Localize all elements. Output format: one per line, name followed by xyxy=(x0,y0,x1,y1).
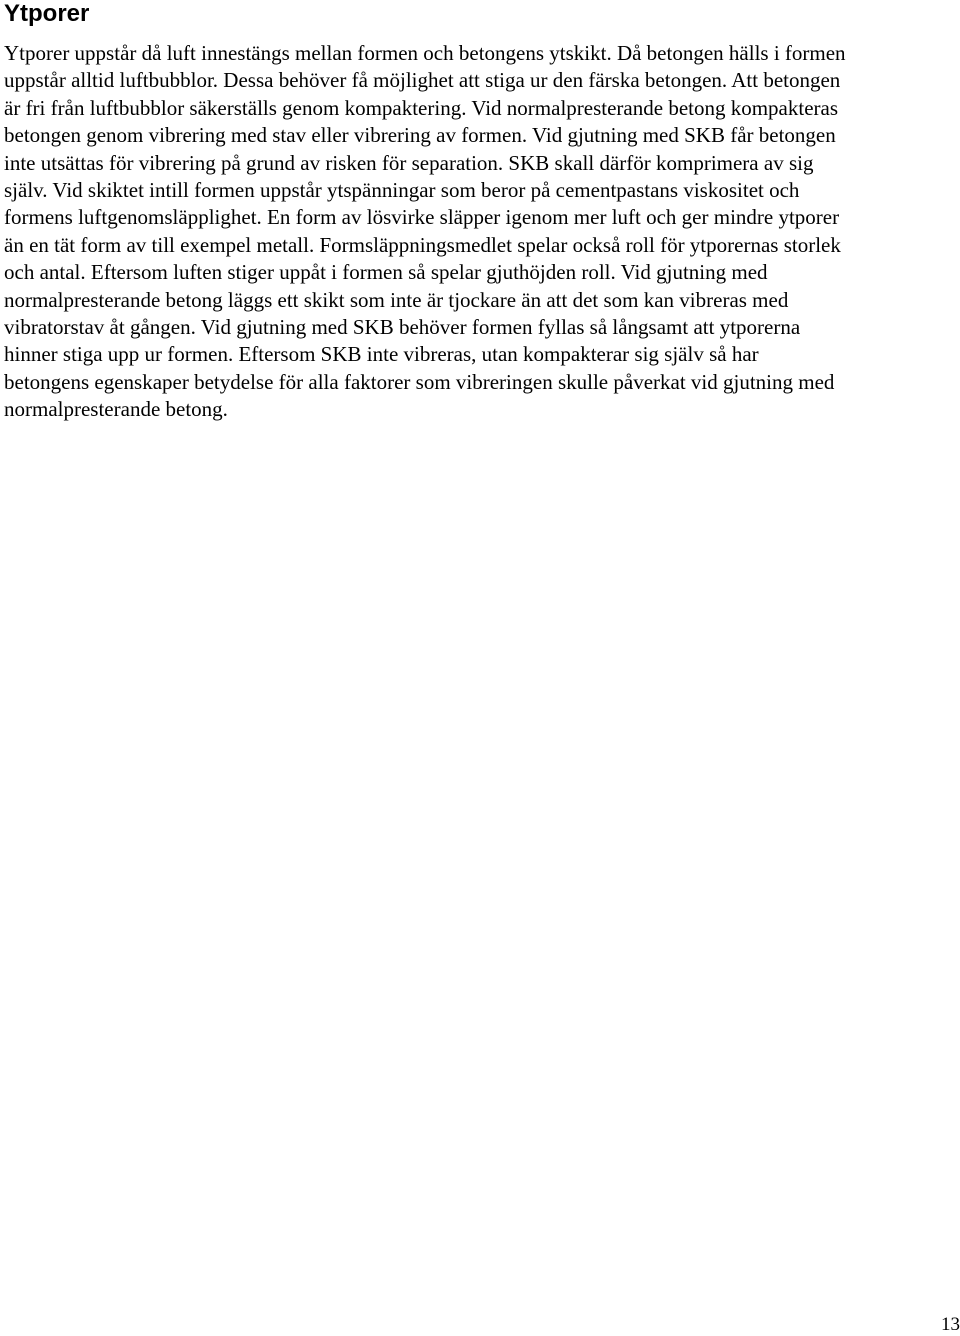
text-line: normalpresterande betong. xyxy=(4,397,228,422)
text-line: formens luftgenomsläpplighet. En form av lösvirke släpper igenom mer luft och ger mindre ytporer xyxy=(4,205,840,230)
page-number: 13 xyxy=(941,1314,960,1335)
text-line: och antal. Eftersom luften stiger uppåt i formen så spelar gjuthöjden roll. Vid gjutning med xyxy=(4,260,768,285)
text-line: normalpresterande betong läggs ett skikt som inte är tjockare än att det som kan vibreras med xyxy=(4,287,789,312)
text-line: betongens egenskaper betydelse för alla faktorer som vibreringen skulle påverkat vid gjutning med xyxy=(4,369,835,394)
text-line: än en tät form av till exempel metall. Formsläppningsmedlet spelar också roll för ytporernas storlek xyxy=(4,232,841,257)
text-line: betongen genom vibrering med stav eller vibrering av formen. Vid gjutning med SKB får betongen xyxy=(4,123,836,148)
text-line: vibratorstav åt gången. Vid gjutning med SKB behöver formen fyllas så långsamt att ytporerna xyxy=(4,315,801,340)
text-line: Ytporer uppstår då luft innestängs mellan formen och betongens ytskikt. Då betongen hälls i formen xyxy=(4,41,846,65)
text-line: hinner stiga upp ur formen. Eftersom SKB inte vibreras, utan kompakterar sig själv så har xyxy=(4,342,759,367)
text-line: själv. Vid skiktet intill formen uppstår ytspänningar som beror på cementpastans viskositet och xyxy=(4,178,800,203)
text-line: uppstår alltid luftbubblor. Dessa behöver få möjlighet att stiga ur den färska betongen. Att betongen xyxy=(4,68,841,93)
text-line: inte utsättas för vibrering på grund av risken för separation. SKB skall därför komprimera av sig xyxy=(4,150,814,175)
text-line: är fri från luftbubblor säkerställs genom kompaktering. Vid normalpresterande betong kompakteras xyxy=(4,95,839,120)
body-paragraph xyxy=(4,40,960,424)
section-heading: Ytporer xyxy=(4,0,90,27)
